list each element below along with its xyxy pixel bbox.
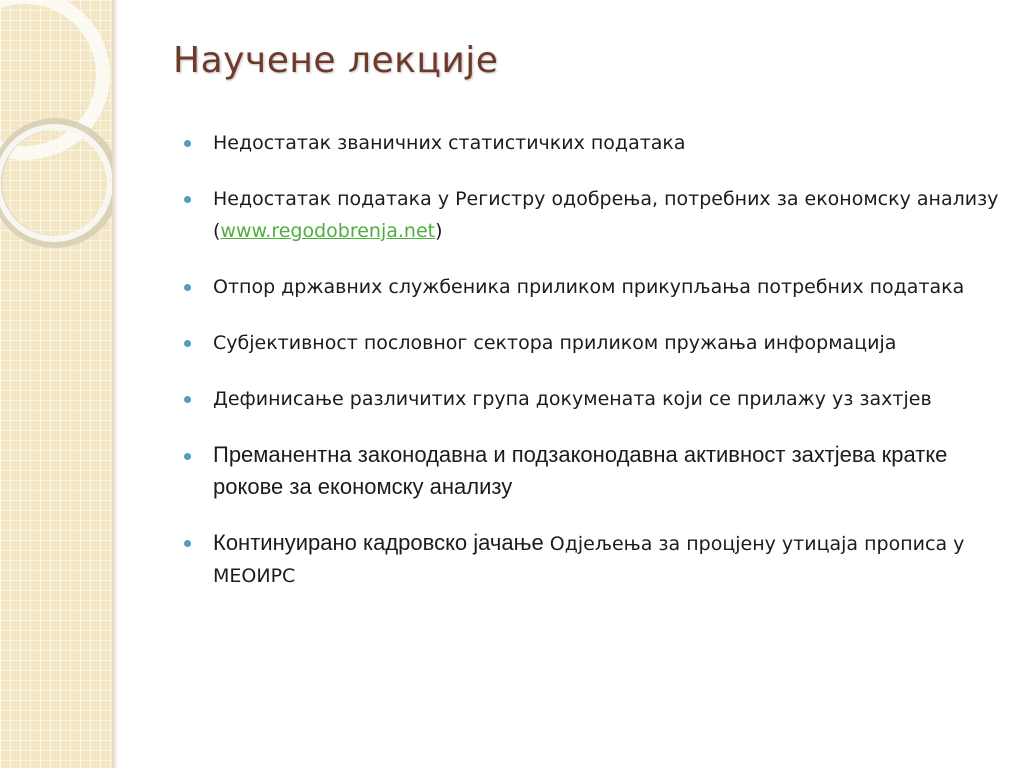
bullet-text: Преманентна законодавна и подзаконодавна активност захтјева кратке рокове за економску анализу bbox=[213, 442, 948, 499]
bullet-text: Субјективност пословног сектора приликом пружања информација bbox=[213, 332, 897, 354]
bullet-item bbox=[180, 183, 1000, 247]
panel-shadow bbox=[112, 0, 118, 768]
registry-link[interactable]: www.regodobrenja.net bbox=[220, 220, 436, 242]
bullet-dot-icon bbox=[184, 140, 191, 147]
bullet-list bbox=[180, 127, 1000, 592]
bullet-text: Дефинисање различитих група докумената који се прилажу уз захтјев bbox=[213, 388, 932, 410]
bullet-item bbox=[180, 271, 1000, 303]
bullet-item bbox=[180, 439, 1000, 503]
bullet-text-small: Одјељења за процјену утицаја прописа у МЕОИРС bbox=[213, 533, 965, 587]
bullet-dot-icon bbox=[184, 284, 191, 291]
slide-title: Научене лекције bbox=[173, 40, 499, 81]
bullet-dot-icon bbox=[184, 453, 191, 460]
bullet-item bbox=[180, 327, 1000, 359]
bullet-dot-icon bbox=[184, 340, 191, 347]
bullet-item bbox=[180, 527, 1000, 592]
bullet-text: Недостатак званичних статистичких података bbox=[213, 132, 686, 154]
decorative-side-panel bbox=[0, 0, 112, 768]
bullet-dot-icon bbox=[184, 396, 191, 403]
bullet-item bbox=[180, 383, 1000, 415]
bullet-text-suffix: ) bbox=[435, 220, 443, 242]
bullet-text: Отпор државних службеника приликом прикупљања потребних података bbox=[213, 276, 965, 298]
bullet-text: Недостатак података у Регистру одобрења, потребних за економску анализу ( bbox=[213, 188, 999, 242]
bullet-text-large: Континуирано кадровско јачање bbox=[213, 530, 544, 555]
bullet-dot-icon bbox=[184, 540, 191, 547]
bullet-item bbox=[180, 127, 1000, 159]
bullet-dot-icon bbox=[184, 196, 191, 203]
decorative-ring bbox=[0, 124, 112, 242]
